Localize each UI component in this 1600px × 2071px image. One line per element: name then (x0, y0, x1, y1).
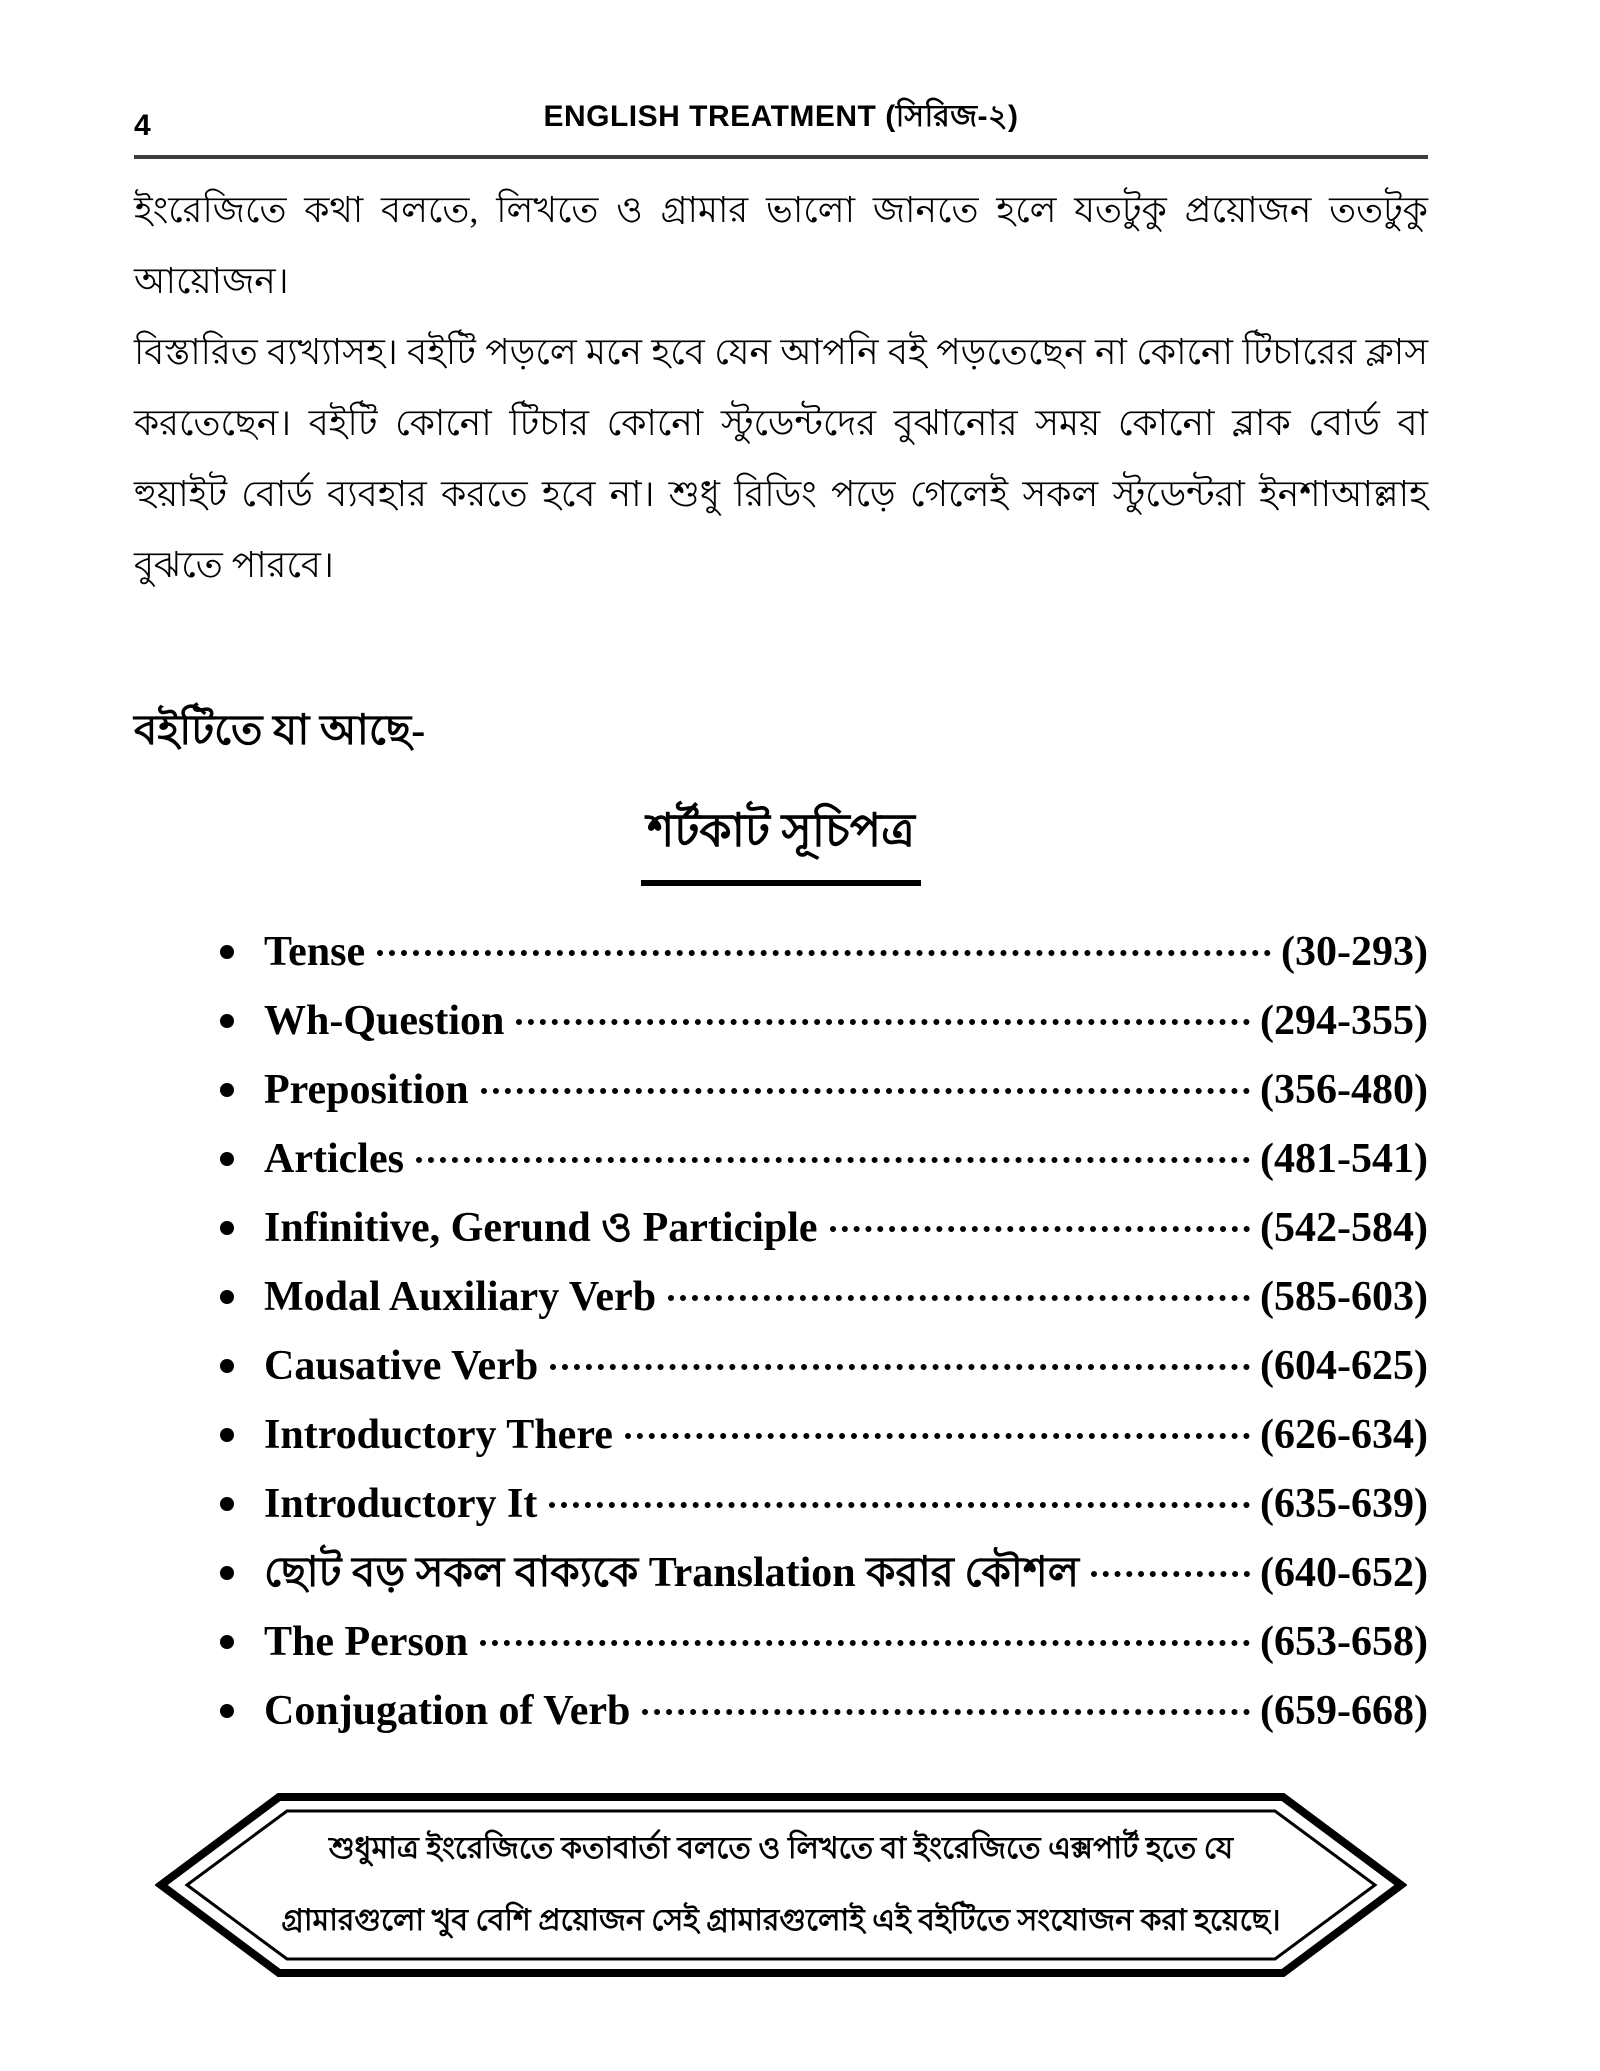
note-line-2: গ্রামারগুলো খুব বেশি প্রয়োজন সেই গ্রামারগুলোই এই বইটিতে সংযোজন করা হয়েছে। (281, 1904, 1281, 1937)
dot-leader (481, 1088, 1250, 1094)
toc-page-range: (653-658) (1260, 1619, 1428, 1665)
bullet-icon (220, 1497, 234, 1511)
toc-label: Infinitive, Gerund ও Participle (264, 1205, 818, 1251)
dot-leader (668, 1295, 1250, 1301)
note-badge (155, 1789, 1407, 1981)
dot-leader (642, 1709, 1250, 1715)
toc-row-preposition (220, 1066, 1428, 1114)
toc-page-range: (542-584) (1260, 1205, 1428, 1251)
bullet-icon (220, 1566, 234, 1580)
page-header-title: ENGLISH TREATMENT (সিরিজ-২) (543, 100, 1019, 133)
toc-page-range: (30-293) (1281, 929, 1428, 975)
toc-page-range: (635-639) (1260, 1481, 1428, 1527)
note-line-1: শুধুমাত্র ইংরেজিতে কতাবার্তা বলতে ও লিখতে বা ইংরেজিতে এক্সপার্ট হতে যে (328, 1832, 1234, 1865)
toc-page-range: (640-652) (1260, 1550, 1428, 1596)
toc-row-articles (220, 1135, 1428, 1183)
dot-leader (377, 950, 1271, 956)
toc-page-range: (356-480) (1260, 1067, 1428, 1113)
bullet-icon (220, 1428, 234, 1442)
dot-leader (549, 1502, 1250, 1508)
toc-page-range: (659-668) (1260, 1688, 1428, 1734)
intro-paragraph-2: বিস্তারিত ব্যখ্যাসহ। বইটি পড়লে মনে হবে যেন আপনি বই পড়তেছেন না কোনো টিচারের ক্লাস করতেছেন। বইটি কোনো টিচার কোনো স্টুডেন্টদের বুঝানোর সময় কোনো ব্লাক বোর্ড বা হুয়াইট বোর্ড ব্যবহার করতে হবে না। শুধু রিডিং পড়ে গেলেই সকল স্টুডেন্টরা ইনশাআল্লাহ বুঝতে পারবে। (134, 332, 1428, 585)
page-number: 4 (134, 109, 151, 142)
toc-label: Introductory It (264, 1481, 538, 1527)
bullet-icon (220, 1221, 234, 1235)
dot-leader (550, 1364, 1250, 1370)
toc-page-range: (294-355) (1260, 998, 1428, 1044)
toc-row-modal-auxiliary-verb (220, 1273, 1428, 1321)
table-of-contents (134, 928, 1428, 1735)
contents-lead-in: বইটিতে যা আছে- (134, 708, 426, 754)
bullet-icon (220, 945, 234, 959)
toc-row-infinitive-gerund-participle (220, 1204, 1428, 1252)
dot-leader (416, 1157, 1250, 1163)
bullet-icon (220, 1704, 234, 1718)
bullet-icon (220, 1635, 234, 1649)
dot-leader (625, 1433, 1250, 1439)
toc-row-wh-question (220, 997, 1428, 1045)
toc-label: Articles (264, 1136, 404, 1182)
toc-row-the-person (220, 1618, 1428, 1666)
toc-row-introductory-it (220, 1480, 1428, 1528)
toc-page-range: (481-541) (1260, 1136, 1428, 1182)
toc-row-causative-verb (220, 1342, 1428, 1390)
intro-paragraph-1: ইংরেজিতে কথা বলতে, লিখতে ও গ্রামার ভালো জানতে হলে যতটুকু প্রয়োজন ততটুকু আয়োজন। (134, 190, 1428, 301)
intro-section (134, 175, 1428, 601)
toc-row-introductory-there (220, 1411, 1428, 1459)
toc-page-range: (626-634) (1260, 1412, 1428, 1458)
toc-label: Conjugation of Verb (264, 1688, 631, 1734)
toc-label: Tense (264, 929, 366, 975)
toc-label: Causative Verb (264, 1343, 539, 1389)
dot-leader (516, 1019, 1250, 1025)
toc-row-translation-technique (220, 1549, 1428, 1597)
bullet-icon (220, 1290, 234, 1304)
toc-row-conjugation-of-verb (220, 1687, 1428, 1735)
toc-label: Wh-Question (264, 998, 505, 1044)
toc-label: The Person (264, 1619, 469, 1665)
toc-label: Introductory There (264, 1412, 613, 1458)
bullet-icon (220, 1152, 234, 1166)
toc-row-tense (220, 928, 1428, 976)
bullet-icon (220, 1014, 234, 1028)
dot-leader (830, 1226, 1250, 1232)
dot-leader (480, 1640, 1250, 1646)
header-rule (134, 155, 1428, 159)
bullet-icon (220, 1083, 234, 1097)
toc-label: ছোট বড় সকল বাক্যকে Translation করার কৌশল (264, 1550, 1079, 1596)
bullet-icon (220, 1359, 234, 1373)
toc-page-range: (585-603) (1260, 1274, 1428, 1320)
toc-page-range: (604-625) (1260, 1343, 1428, 1389)
toc-label: Modal Auxiliary Verb (264, 1274, 657, 1320)
running-head (134, 92, 1428, 143)
toc-label: Preposition (264, 1067, 469, 1113)
note-text (155, 1789, 1407, 1981)
toc-heading: শর্টকাট সূচিপত্র (641, 796, 921, 886)
toc-heading-wrap (134, 796, 1428, 886)
dot-leader (1091, 1571, 1250, 1577)
